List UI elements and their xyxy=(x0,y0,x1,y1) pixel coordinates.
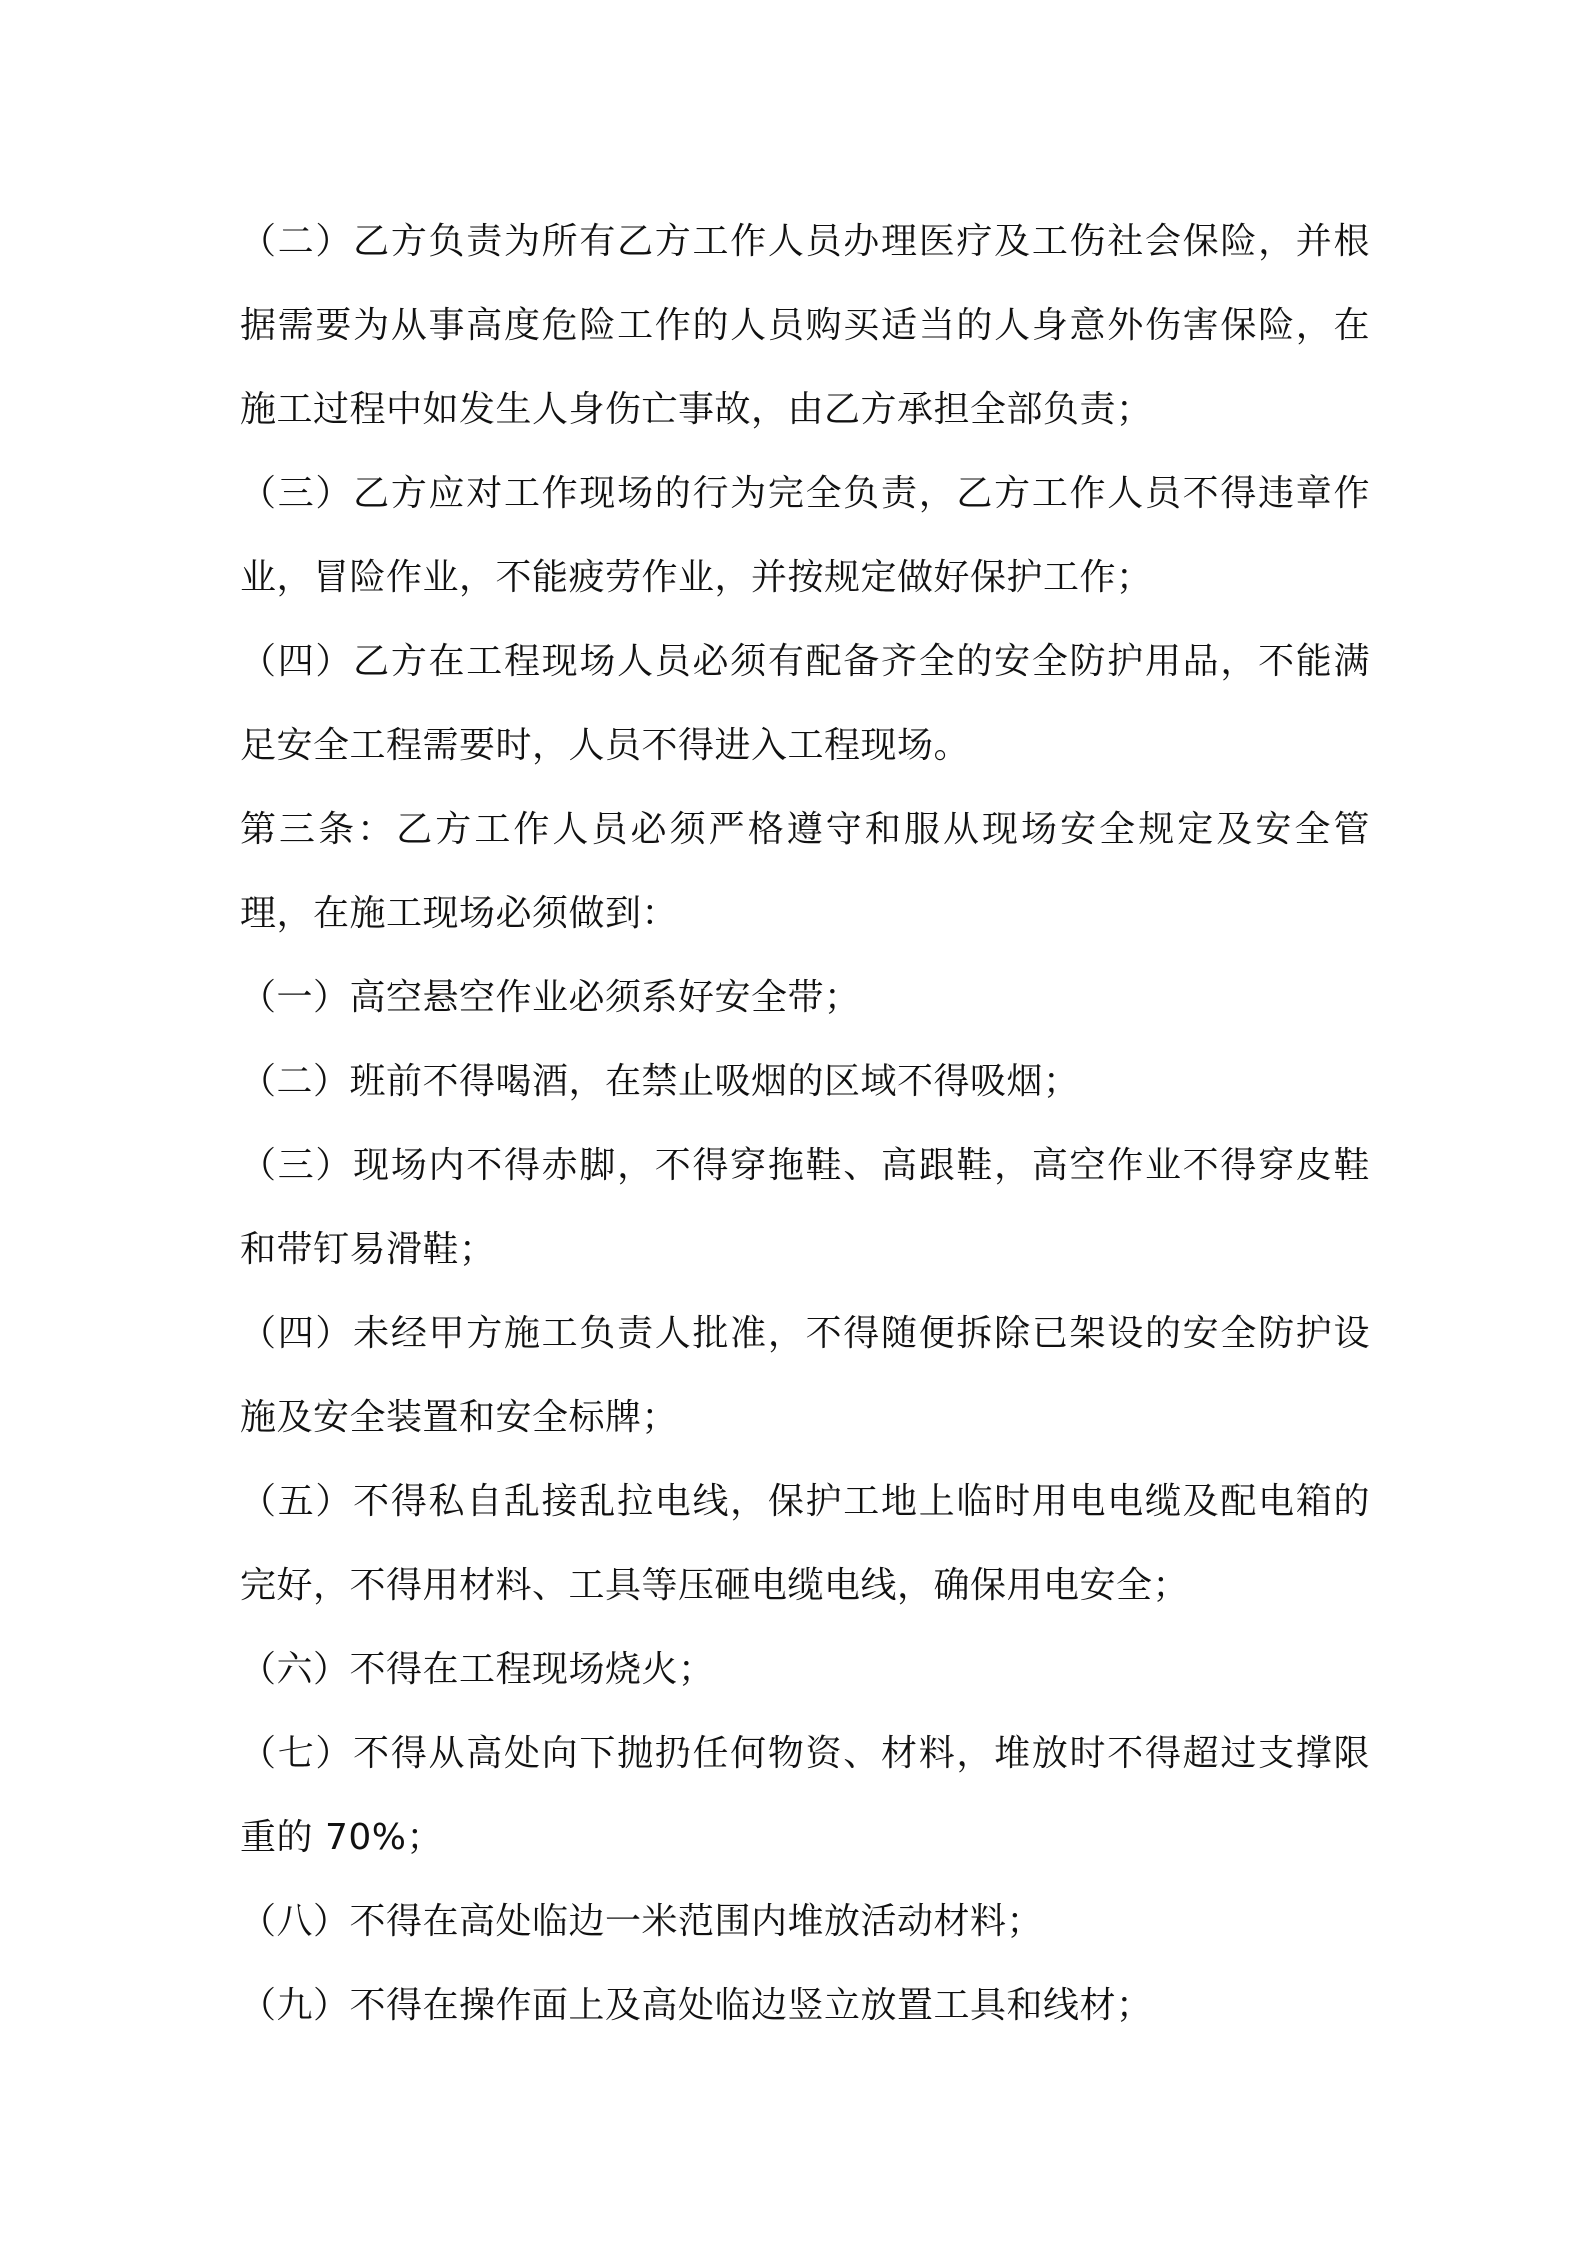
list-item-8-edge-materials: （八）不得在高处临边一米范围内堆放活动材料； xyxy=(240,1901,1044,1942)
list-item-1-safety-belt: （一）高空悬空作业必须系好安全带； xyxy=(240,977,861,1018)
paragraph-clause-3-conduct: （三）乙方应对工作现场的行为完全负责，乙方工作人员不得违章作业，冒险作业，不能疲劳作业，并按规定做好保护工作； xyxy=(240,473,1370,598)
list-item-2-no-drinking-smoking: （二）班前不得喝酒，在禁止吸烟的区域不得吸烟； xyxy=(240,1061,1080,1102)
paragraph-clause-4-protective-gear: （四）乙方在工程现场人员必须有配备齐全的安全防护用品，不能满足安全工程需要时，人员不得进入工程现场。 xyxy=(240,641,1370,766)
paragraph-clause-2-insurance: （二）乙方负责为所有乙方工作人员办理医疗及工伤社会保险，并根据需要为从事高度危险工作的人员购买适当的人身意外伤害保险，在施工过程中如发生人身伤亡事故，由乙方承担全部负责； xyxy=(240,221,1370,430)
list-item-6-no-fire: （六）不得在工程现场烧火； xyxy=(240,1649,715,1690)
paragraph-article-3-heading: 第三条：乙方工作人员必须严格遵守和服从现场安全规定及安全管理，在施工现场必须做到： xyxy=(240,809,1370,934)
list-item-4-protective-facilities: （四）未经甲方施工负责人批准，不得随便拆除已架设的安全防护设施及安全装置和安全标牌； xyxy=(240,1313,1370,1438)
list-item-3-footwear: （三）现场内不得赤脚，不得穿拖鞋、高跟鞋，高空作业不得穿皮鞋和带钉易滑鞋； xyxy=(240,1145,1370,1270)
list-item-9-tools-upright: （九）不得在操作面上及高处临边竖立放置工具和线材； xyxy=(240,1985,1153,2026)
list-item-5-electrical-safety: （五）不得私自乱接乱拉电线，保护工地上临时用电电缆及配电箱的完好，不得用材料、工具等压砸电缆电线，确保用电安全； xyxy=(240,1481,1370,1606)
document-body xyxy=(240,200,1370,2048)
list-item-7-no-throwing: （七）不得从高处向下抛扔任何物资、材料，堆放时不得超过支撑限重的 70%； xyxy=(240,1733,1370,1858)
